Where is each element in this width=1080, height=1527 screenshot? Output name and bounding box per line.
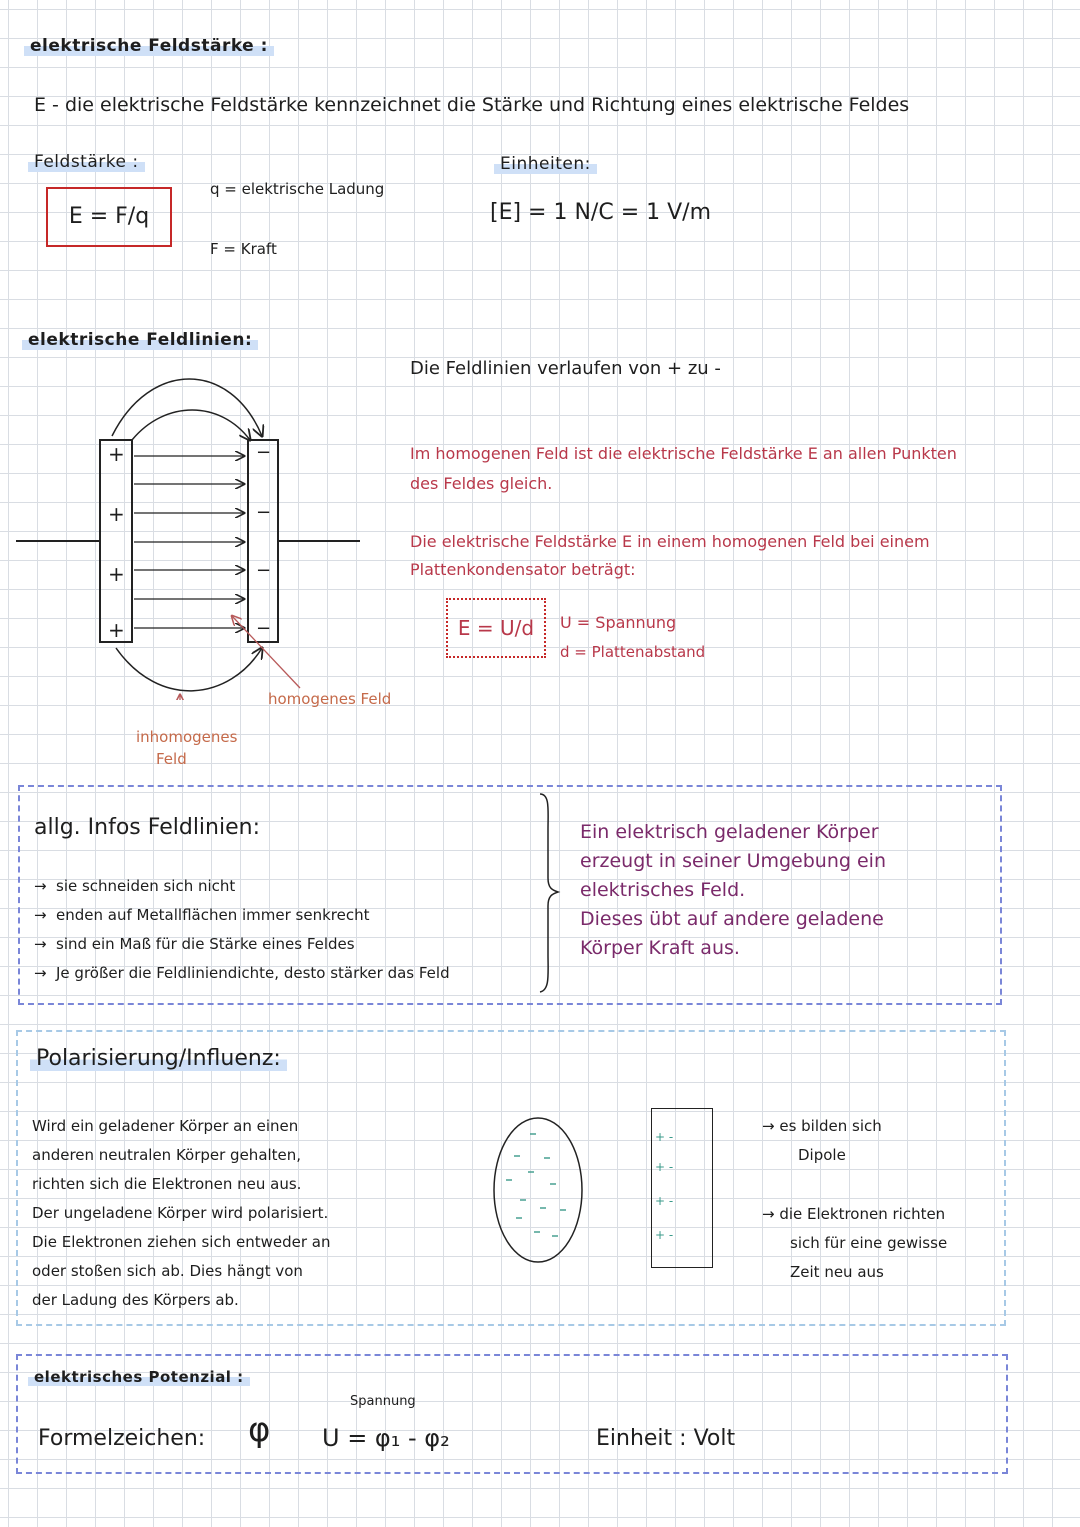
legend-q: q = elektrische Ladung — [210, 180, 385, 198]
homogen-text-1: Im homogenen Feld ist die elektrische Feldstärke E an allen Punkten — [410, 444, 957, 463]
plus-sign: + — [108, 618, 125, 642]
dipole: + - — [655, 1130, 674, 1144]
arc-bottom — [116, 648, 262, 691]
minus-sign: − — [256, 618, 272, 639]
heading-feldlinien: elektrische Feldlinien: — [22, 330, 258, 350]
curly-brace — [534, 790, 564, 1000]
arc-top-inner — [132, 410, 250, 440]
dipole: + - — [655, 1194, 674, 1208]
legend-u: U = Spannung — [560, 613, 677, 632]
minus-sign: − — [256, 502, 272, 523]
potenzial-formula: U = φ₁ - φ₂ — [322, 1424, 450, 1452]
minus-sign: − — [256, 442, 272, 463]
plate-positive — [100, 440, 132, 642]
plate-negative — [248, 440, 278, 642]
minus-sign: − — [256, 560, 272, 581]
formelzeichen-label: Formelzeichen: — [38, 1426, 206, 1451]
dipole: + - — [655, 1228, 674, 1242]
label-inhomogenes-feld: Feld — [156, 750, 187, 768]
einheiten-formula: [E] = 1 N/C = 1 V/m — [490, 200, 712, 225]
neutral-body-ellipse — [490, 1110, 600, 1270]
infos-title: allg. Infos Feldlinien: — [34, 815, 260, 840]
list-item: → Je größer die Feldliniendichte, desto stärker das Feld — [34, 964, 450, 982]
polarisierung-note-1: → es bilden sich Dipole — [762, 1117, 882, 1164]
spannung-label: Spannung — [350, 1394, 416, 1409]
plus-sign: + — [108, 502, 125, 526]
field-lines — [134, 456, 244, 628]
phi-symbol: φ — [248, 1410, 271, 1450]
legend-f: F = Kraft — [210, 240, 277, 258]
direction-text: Die Feldlinien verlaufen von + zu - — [410, 358, 721, 379]
list-item: → sind ein Maß für die Stärke eines Feldes — [34, 935, 355, 953]
heading-potenzial: elektrisches Potenzial : — [28, 1368, 250, 1386]
label-homogenes-feld: homogenes Feld — [268, 690, 392, 708]
list-item: → enden auf Metallflächen immer senkrecht — [34, 906, 370, 924]
legend-d: d = Plattenabstand — [560, 643, 706, 661]
heading-feldstaerke: elektrische Feldstärke : — [24, 36, 274, 56]
list-item: → sie schneiden sich nicht — [34, 877, 236, 895]
plus-sign: + — [108, 562, 125, 586]
definition-text: E - die elektrische Feldstärke kennzeichnet die Stärke und Richtung eines elektrische Feldes — [34, 94, 910, 116]
dipole: + - — [655, 1160, 674, 1174]
homogen-text-2: des Feldes gleich. — [410, 474, 553, 493]
heading-polarisierung: Polarisierung/Influenz: — [30, 1046, 287, 1071]
polarisierung-note-2: → die Elektronen richten sich für eine gewisse Zeit neu aus — [762, 1205, 948, 1281]
einheiten-label: Einheiten: — [494, 154, 597, 174]
plus-sign: + — [108, 442, 125, 466]
feldstaerke-label: Feldstärke : — [28, 152, 145, 172]
polarisierung-text: Wird ein geladener Körper an einen anderen neutralen Körper gehalten, richten sich die Elektronen neu aus. Der ungeladene Körper wird polarisiert. Die Elektronen ziehen sich entweder an oder stoßen sich ab. Dies hängt von der Ladung des Körpers ab. — [32, 1117, 331, 1309]
formula-box-e-u-d: E = U/d — [446, 598, 546, 658]
formula-box-e-f-q: E = F/q — [46, 187, 172, 247]
einheit-volt: Einheit : Volt — [596, 1426, 736, 1451]
label-inhomogenes: inhomogenes — [136, 728, 238, 746]
platten-text-1: Die elektrische Feldstärke E in einem homogenen Feld bei einem — [410, 532, 930, 551]
platten-text-2: Plattenkondensator beträgt: — [410, 560, 636, 579]
capacitor-diagram — [0, 370, 400, 700]
infos-right-text: Ein elektrisch geladener Körper erzeugt in seiner Umgebung ein elektrisches Feld. Dieses übt auf andere geladene Körper Kraft aus. — [580, 821, 886, 959]
infos-list — [34, 872, 450, 988]
inhomogeneous-arcs — [112, 379, 262, 691]
